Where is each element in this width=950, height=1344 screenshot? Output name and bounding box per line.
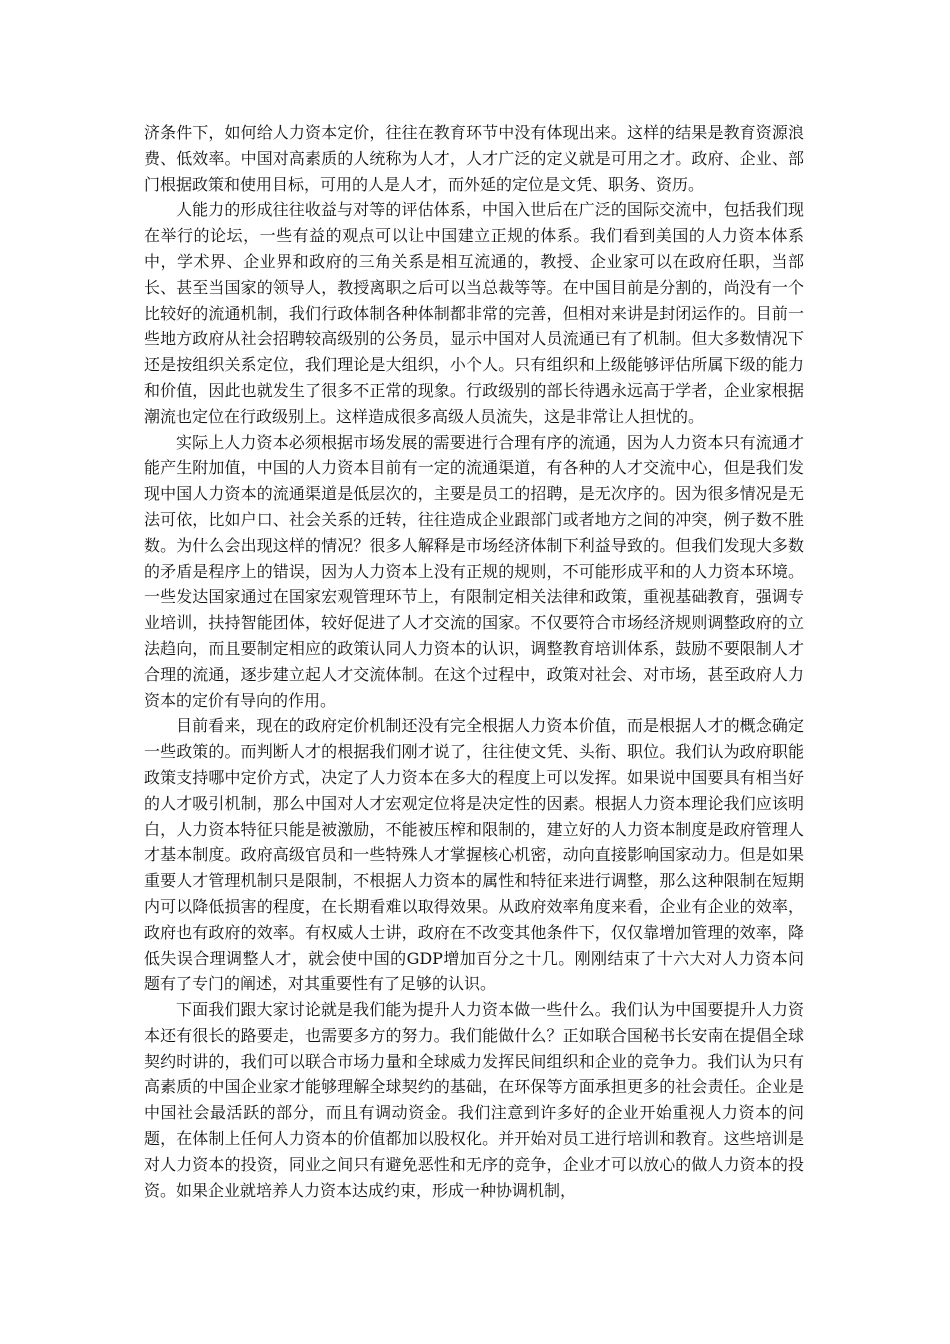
paragraph: 下面我们跟大家讨论就是我们能为提升人力资本做一些什么。我们认为中国要提升人力资本还有很长的路要走，也需要多方的努力。我们能做什么？正如联合国秘书长安南在提倡全球契约时讲的，我们可以联合市场力量和全球威力发挥民间组织和企业的竞争力。我们认为只有高素质的中国企业家才能够理解全球契约的基础，在环保等方面承担更多的社会责任。企业是中国社会最活跃的部分，而且有调动资金。我们注意到许多好的企业开始重视人力资本的问题，在体制上任何人力资本的价值都加以股权化。并开始对员工进行培训和教育。这些培训是对人力资本的投资，同业之间只有避免恶性和无序的竞争，企业才可以放心的做人力资本的投资。如果企业就培养人力资本达成约束，形成一种协调机制， [144,1000,804,1200]
paragraph-continued: 济条件下，如何给人力资本定价，往往在教育环节中没有体现出来。这样的结果是教育资源浪费、低效率。中国对高素质的人统称为人才，人才广泛的定义就是可用之才。政府、企业、部门根据政策和使用目标，可用的人是人才，而外延的定位是文凭、职务、资历。 [144,123,804,194]
paragraph: 目前看来，现在的政府定价机制还没有完全根据人力资本价值，而是根据人才的概念确定一些政策的。而判断人才的根据我们刚才说了，往往使文凭、头衔、职位。我们认为政府职能政策支持哪中定价方式，决定了人力资本在多大的程度上可以发挥。如果说中国要具有相当好的人才吸引机制，那么中国对人才宏观定位将是决定性的因素。根据人力资本理论我们应该明白，人力资本特征只能是被激励，不能被压榨和限制的，建立好的人力资本制度是政府管理人才基本制度。政府高级官员和一些特殊人才掌握核心机密，动向直接影响国家动力。但是如果重要人才管理机制只是限制，不根据人力资本的属性和特征来进行调整，那么这种限制在短期内可以降低损害的程度，在长期看难以取得效果。从政府效率角度来看，企业有企业的效率，政府也有政府的效率。有权威人士讲，政府在不改变其他条件下，仅仅靠增加管理的效率，降低失误合理调整人才，就会使中国的GDP增加百分之十几。刚刚结束了十六大对人力资本问题有了专门的阐述，对其重要性有了足够的认识。 [144,716,804,994]
document-body [144,120,804,1203]
paragraph: 实际上人力资本必须根据市场发展的需要进行合理有序的流通，因为人力资本只有流通才能产生附加值，中国的人力资本目前有一定的流通渠道，有各种的人才交流中心，但是我们发现中国人力资本的流通渠道是低层次的，主要是员工的招聘，是无次序的。因为很多情况是无法可依，比如户口、社会关系的迁转，往往造成企业跟部门或者地方之间的冲突，例子数不胜数。为什么会出现这样的情况？很多人解释是市场经济体制下利益导致的。但我们发现大多数的矛盾是程序上的错误，因为人力资本上没有正规的规则，不可能形成平和的人力资本环境。一些发达国家通过在国家宏观管理环节上，有限制定相关法律和政策，重视基础教育，强调专业培训，扶持智能团体，较好促进了人才交流的国家。不仅要符合市场经济规则调整政府的立法趋向，而且要制定相应的政策认同人力资本的认识，调整教育培训体系，鼓励不要限制人才合理的流通，逐步建立起人才交流体制。在这个过程中，政策对社会、对市场，甚至政府人力资本的定价有导向的作用。 [144,432,804,710]
paragraph: 人能力的形成往往收益与对等的评估体系，中国入世后在广泛的国际交流中，包括我们现在举行的论坛，一些有益的观点可以让中国建立正规的体系。我们看到美国的人力资本体系中，学术界、企业界和政府的三角关系是相互流通的，教授、企业家可以在政府任职，当部长、甚至当国家的领导人，教授离职之后可以当总裁等等。在中国目前是分割的，尚没有一个比较好的流通机制，我们行政体制各种体制都非常的完善，但相对来讲是封闭运作的。目前一些地方政府从社会招聘较高级别的公务员，显示中国对人员流通已有了机制。但大多数情况下还是按组织关系定位，我们理论是大组织，小个人。只有组织和上级能够评估所属下级的能力和价值，因此也就发生了很多不正常的现象。行政级别的部长待遇永远高于学者，企业家根据潮流也定位在行政级别上。这样造成很多高级人员流失，这是非常让人担忧的。 [144,200,804,426]
